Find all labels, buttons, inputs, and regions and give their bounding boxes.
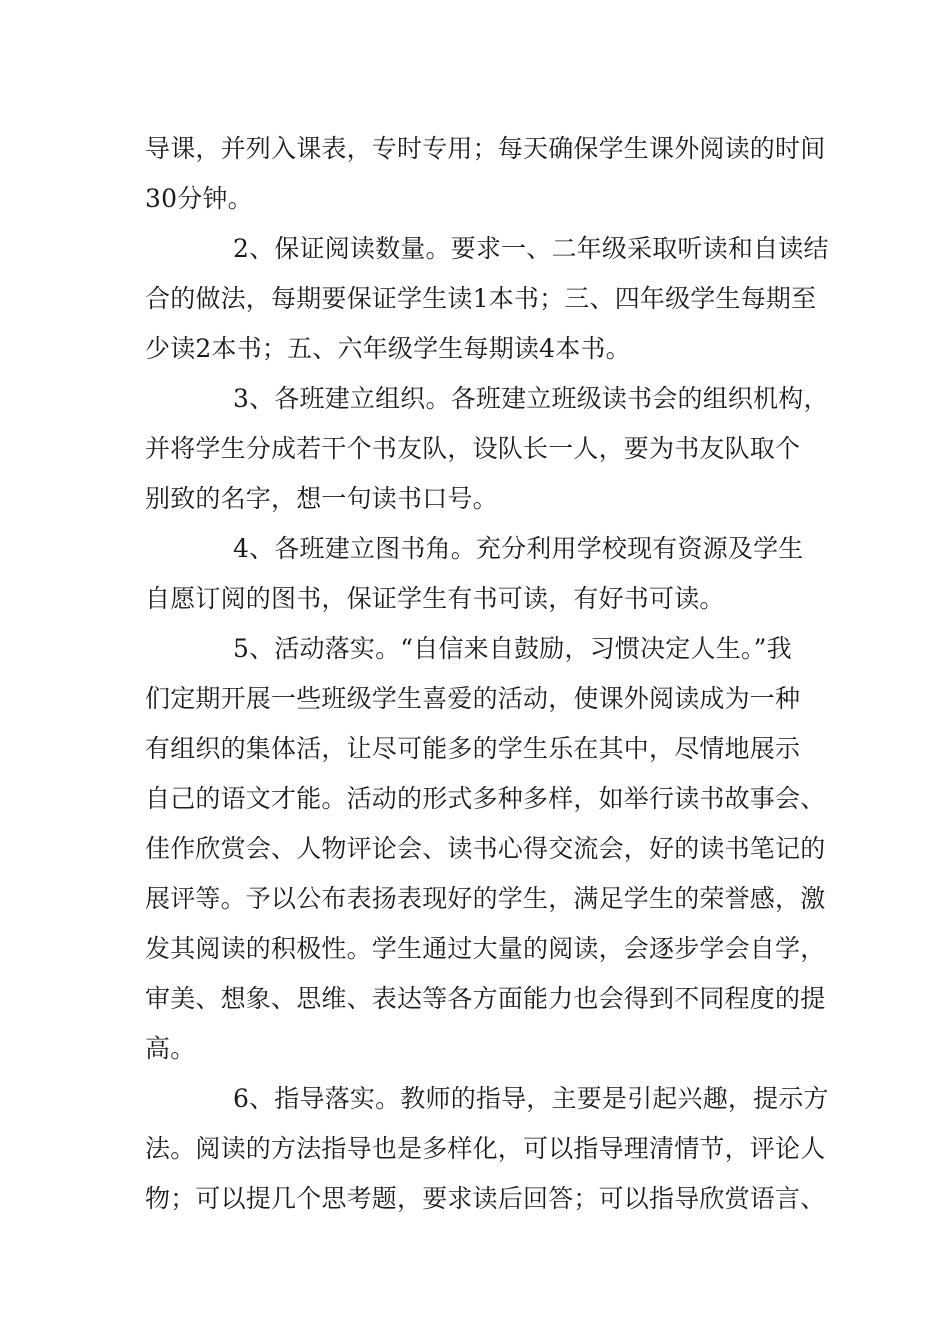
text-line: 佳作欣赏会、人物评论会、读书心得交流会，好的读书笔记的: [145, 834, 826, 863]
text-line: 别致的名字，想一句读书口号。: [145, 484, 498, 513]
text-line: 法。阅读的方法指导也是多样化，可以指导理清情节，评论人: [145, 1134, 826, 1163]
text-line: 并将学生分成若干个书友队，设队长一人，要为书友队取个: [145, 434, 801, 463]
text-line: 展评等。予以公布表扬表现好的学生，满足学生的荣誉感，激: [145, 884, 826, 913]
paragraph-start-line: 5、活动落实。“自信来自鼓励，习惯决定人生。”我: [233, 634, 792, 663]
paragraph-start-line: 2、保证阅读数量。要求一、二年级采取听读和自读结: [233, 234, 829, 263]
text-line: 物；可以提几个思考题，要求读后回答；可以指导欣赏语言、: [145, 1184, 826, 1213]
text-line: 导课，并列入课表，专时专用；每天确保学生课外阅读的时间: [145, 134, 826, 163]
text-line: 30分钟。: [145, 184, 253, 213]
text-line: 自己的语文才能。活动的形式多种多样，如举行读书故事会、: [145, 784, 826, 813]
text-line: 少读2本书；五、六年级学生每期读4本书。: [145, 334, 631, 363]
text-line: 自愿订阅的图书，保证学生有书可读，有好书可读。: [145, 584, 725, 613]
text-line: 合的做法，每期要保证学生读1本书；三、四年级学生每期至: [145, 284, 817, 313]
paragraph-start-line: 6、指导落实。教师的指导，主要是引起兴趣，提示方: [233, 1084, 829, 1113]
paragraph-start-line: 3、各班建立组织。各班建立班级读书会的组织机构，: [233, 384, 829, 413]
text-line: 们定期开展一些班级学生喜爱的活动，使课外阅读成为一种: [145, 684, 801, 713]
text-line: 发其阅读的积极性。学生通过大量的阅读，会逐步学会自学，: [145, 934, 826, 963]
text-line: 有组织的集体活，让尽可能多的学生乐在其中，尽情地展示: [145, 734, 801, 763]
text-line: 高。: [145, 1034, 196, 1063]
paragraph-start-line: 4、各班建立图书角。充分利用学校现有资源及学生: [233, 534, 804, 563]
text-line: 审美、想象、思维、表达等各方面能力也会得到不同程度的提: [145, 984, 826, 1013]
